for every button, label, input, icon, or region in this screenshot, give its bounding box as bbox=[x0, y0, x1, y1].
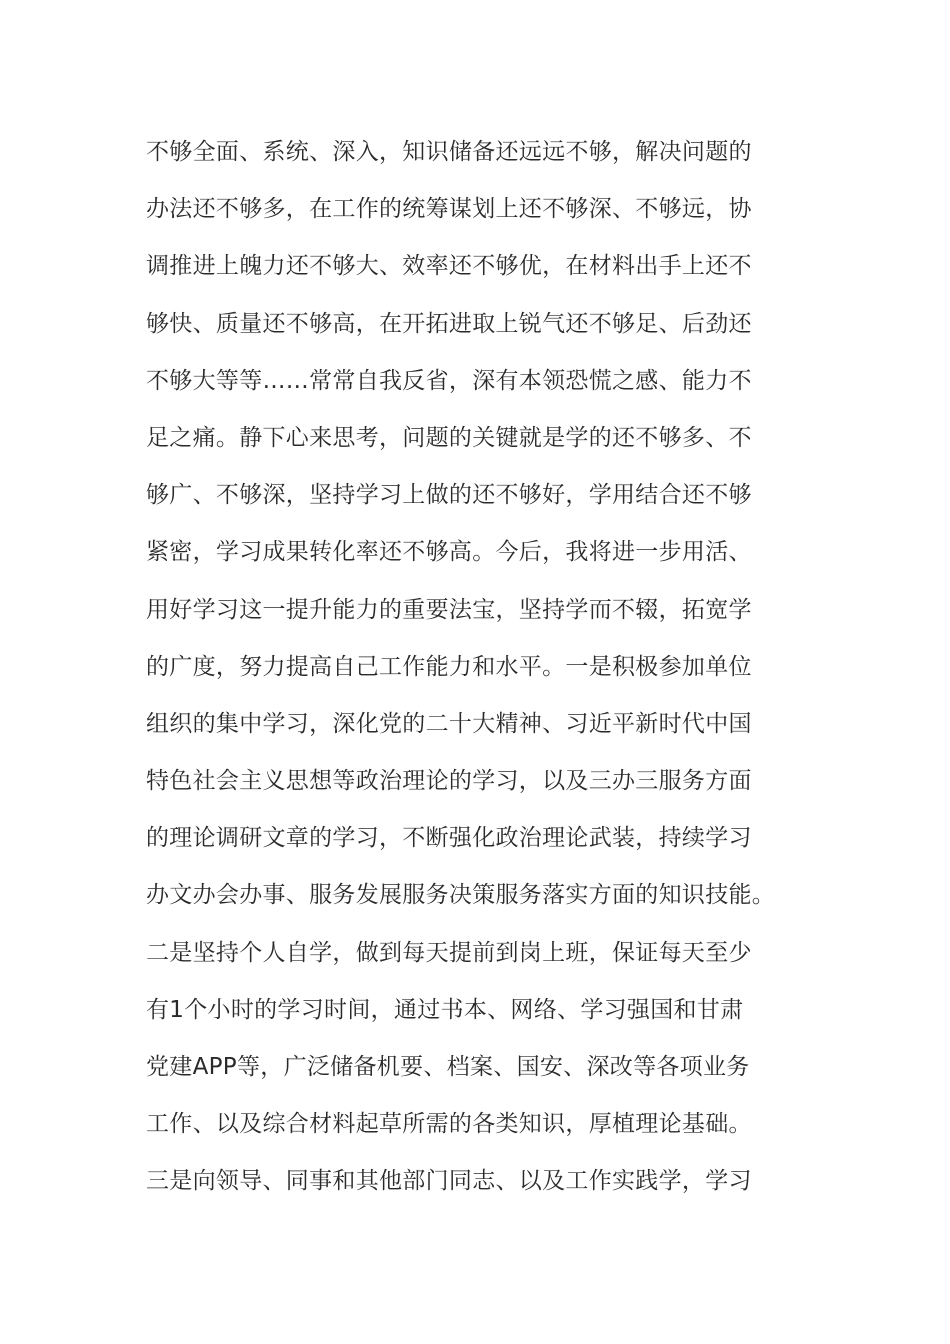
text-line: 不够全面、系统、深入，知识储备还远远不够，解决问题的 bbox=[146, 139, 752, 165]
text-line: 特色社会主义思想等政治理论的学习，以及三办三服务方面 bbox=[146, 768, 752, 795]
text-line: 的广度，努力提高自己工作能力和水平。一是积极参加单位 bbox=[146, 653, 752, 680]
text-line: 二是坚持个人自学，做到每天提前到岗上班，保证每天至少 bbox=[146, 939, 752, 966]
text-line: 三是向领导、同事和其他部门同志、以及工作实践学，学习 bbox=[146, 1168, 752, 1195]
text-line: 用好学习这一提升能力的重要法宝，坚持学而不辍，拓宽学 bbox=[146, 596, 752, 623]
body-text bbox=[146, 132, 806, 1219]
text-line: 够广、不够深，坚持学习上做的还不够好，学用结合还不够 bbox=[146, 482, 752, 509]
text-line: 不够大等等……常常自我反省，深有本领恐慌之感、能力不 bbox=[146, 367, 752, 394]
text-line: 办法还不够多，在工作的统筹谋划上还不够深、不够远，协 bbox=[146, 196, 752, 223]
text-line: 工作、以及综合材料起草所需的各类知识，厚植理论基础。 bbox=[146, 1111, 752, 1138]
text-line: 的理论调研文章的学习，不断强化政治理论武装，持续学习 bbox=[146, 825, 752, 852]
text-line: 有1个小时的学习时间，通过书本、网络、学习强国和甘肃 bbox=[146, 996, 744, 1023]
text-line: 组织的集中学习，深化党的二十大精神、习近平新时代中国 bbox=[146, 710, 752, 737]
text-line: 够快、质量还不够高，在开拓进取上锐气还不够足、后劲还 bbox=[146, 310, 752, 337]
text-line: 调推进上魄力还不够大、效率还不够优，在材料出手上还不 bbox=[146, 253, 752, 280]
text-line: 办文办会办事、服务发展服务决策服务落实方面的知识技能。 bbox=[146, 882, 776, 909]
text-line: 党建APP等，广泛储备机要、档案、国安、深改等各项业务 bbox=[146, 1054, 750, 1080]
text-line: 足之痛。静下心来思考，问题的关键就是学的还不够多、不 bbox=[146, 424, 752, 451]
text-line: 紧密，学习成果转化率还不够高。今后，我将进一步用活、 bbox=[146, 539, 752, 566]
